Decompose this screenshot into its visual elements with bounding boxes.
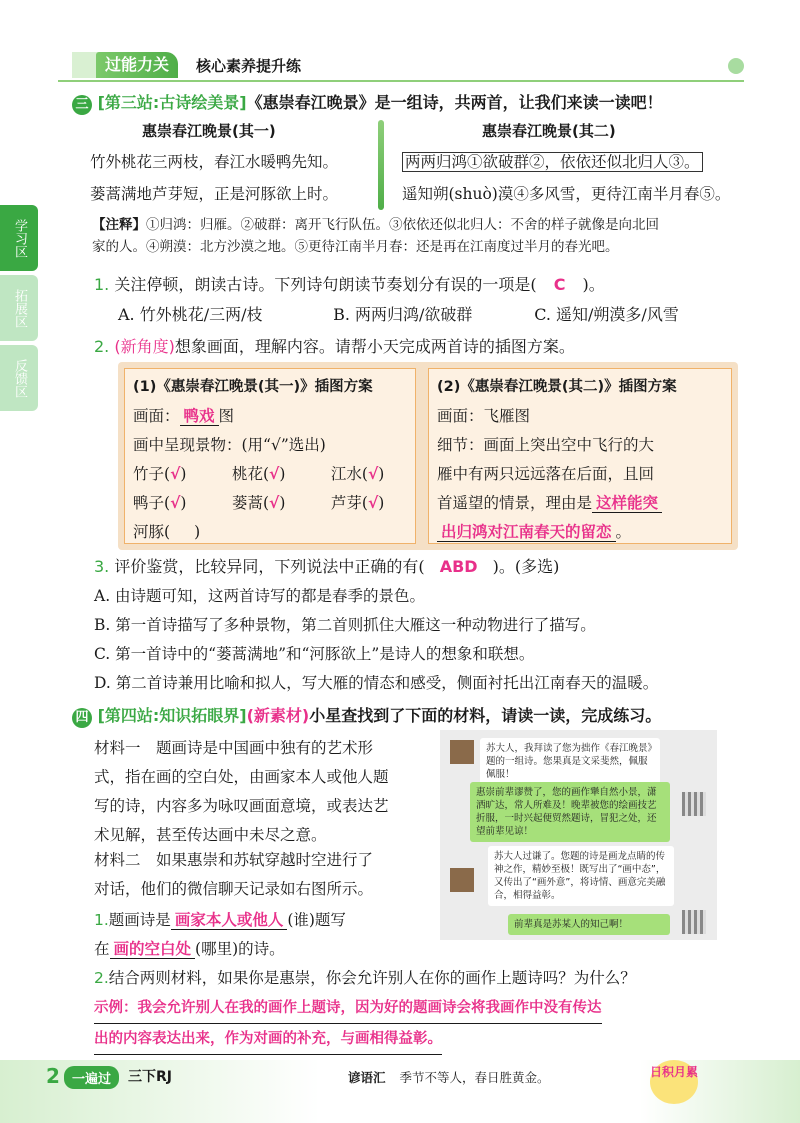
plan-box-2 bbox=[428, 368, 732, 544]
plan1-item-duck: 鸭子(√) bbox=[133, 494, 187, 512]
proverb-label: 谚语汇 bbox=[348, 1070, 386, 1085]
plan1-title: (1)《惠崇春江晚景(其一)》插图方案 bbox=[133, 379, 373, 395]
poem1-line2: 蒌蒿满地芦芽短，正是河豚欲上时。 bbox=[90, 185, 339, 203]
notes-label: 【注释】 bbox=[92, 217, 146, 233]
plan2-detail-2: 雁中有两只远远落在后面，且回 bbox=[437, 465, 655, 483]
s3-q1-num: 1. bbox=[94, 275, 110, 294]
section4-title bbox=[72, 703, 661, 728]
section3-badge: 三 bbox=[72, 95, 92, 115]
side-tabs bbox=[0, 205, 42, 415]
s3-q3-option-c: C. 第一首诗中的“蒌蒿满地”和“河豚欲上”是诗人的想象和联想。 bbox=[94, 645, 535, 663]
new-material-tag: (新素材) bbox=[246, 706, 310, 725]
s3-q3-text: 评价鉴赏，比较异同，下列说法中正确的有( bbox=[114, 557, 425, 576]
s4-q2-text: 结合两则材料，如果你是惠崇，你会允许别人在你的画作上题诗吗？为什么？ bbox=[108, 969, 636, 987]
material-2-line: 材料二 如果惠崇和苏轼穿越时空进行了 bbox=[94, 851, 374, 869]
s4-q1-answer-1: 画家本人或他人 bbox=[171, 911, 288, 930]
huichong-avatar bbox=[450, 868, 474, 892]
huichong-avatar bbox=[450, 740, 474, 764]
flower-icon bbox=[728, 58, 744, 74]
s3-q1-option-b: B. 两两归鸿/欲破群 bbox=[333, 305, 473, 324]
wechat-chat-screenshot bbox=[440, 730, 717, 940]
plan1-item-pufferfish: 河豚( ) bbox=[133, 523, 201, 541]
material-1-line: 式，指在画的空白处，由画家本人或他人题 bbox=[94, 768, 389, 786]
poem2-line2: 遥知朔(shuò)漠④多风雪，更待江南半月春⑤。 bbox=[402, 185, 731, 203]
notes-line1: ①归鸿：归雁。②破群：离开飞行队伍。③依依还似北归人：不舍的样子就像是向北回 bbox=[146, 217, 659, 233]
plan2-detail-1: 细节：画面上突出空中飞行的大 bbox=[437, 436, 655, 454]
s3-q3 bbox=[94, 554, 559, 577]
s4-q1-answer-2: 画的空白处 bbox=[110, 940, 196, 959]
plan1-item-river: 江水(√) bbox=[330, 465, 385, 483]
s3-q1-end: )。 bbox=[582, 275, 605, 294]
plan1-pic-suffix: 图 bbox=[218, 407, 235, 425]
s4-q1-num: 1. bbox=[94, 911, 109, 929]
chat-message: 惠崇前辈谬赞了，您的画作犟自然小景，潇洒旷达，常人所难及！晚辈被您的绘画技艺折服，一时兴起便贸然题诗，冒犯之处，还望前辈见谅！ bbox=[470, 782, 670, 842]
chat-message: 苏大人过谦了。您题的诗是画龙点睛的传神之作，精妙至极！既写出了“画中态”，又传出了“画外意”，将诗情、画意完美融合，相得益彰。 bbox=[488, 846, 674, 906]
plan1-scene-label: 画中呈现景物：(用“√”选出) bbox=[133, 436, 326, 454]
poem2-title: 惠崇春江晚景(其二) bbox=[482, 122, 616, 140]
material-2-line: 对话，他们的微信聊天记录如右图所示。 bbox=[94, 880, 374, 898]
chat-message: 苏大人，我拜读了您为拙作《春江晚景》题的一组诗。您果真是文采斐然，佩服佩服！ bbox=[480, 738, 660, 785]
s3-q2-text: 想象画面，理解内容。请帮小天完成两首诗的插图方案。 bbox=[174, 337, 575, 356]
sushi-avatar bbox=[682, 910, 706, 934]
plan2-title: (2)《惠崇春江晚景(其二)》插图方案 bbox=[437, 379, 677, 395]
s3-q3-option-d: D. 第二首诗兼用比喻和拟人，写大雁的情态和感受，侧面衬托出江南春天的温暖。 bbox=[94, 674, 659, 692]
plan1-item-peach: 桃花(√) bbox=[231, 465, 286, 483]
section4-title-text: 小星查找到了下面的材料，请读一读，完成练习。 bbox=[309, 706, 662, 725]
plan-box-1 bbox=[124, 368, 416, 544]
page-number: 2 bbox=[46, 1064, 60, 1088]
plan1-item-artemisia: 蒌蒿(√) bbox=[231, 494, 286, 512]
notes-line2: 家的人。④朔漠：北方沙漠之地。⑤更待江南半月春：还是再在江南度过半月的春光吧。 bbox=[92, 239, 619, 255]
s3-q1-option-c: C. 遥知/朔漠多/风雪 bbox=[534, 305, 679, 324]
section4-tag: [第四站:知识拓眼界] bbox=[97, 706, 247, 725]
plan1-pic-answer: 鸭戏 bbox=[180, 407, 219, 426]
s3-q1-text: 关注停顿，朗读古诗。下列诗句朗读节奏划分有误的一项是( bbox=[114, 275, 537, 294]
s4-q1-text: (谁)题写 bbox=[287, 911, 346, 929]
poem2-line1-text: 两两归鸿①欲破群②，依依还似北归人③。 bbox=[402, 152, 703, 172]
proverb-text: 季节不等人，春日胜黄金。 bbox=[399, 1070, 550, 1085]
s4-q2-answer-line1: 示例：我会允许别人在我的画作上题诗，因为好的题画诗会将我画作中没有传达 bbox=[94, 994, 602, 1024]
chat-message: 前辈真是苏某人的知己啊！ bbox=[508, 914, 670, 935]
section3-title bbox=[72, 90, 663, 115]
s4-q2-answer-line2: 出的内容表达出来，作为对画的补充，与画相得益彰。 bbox=[94, 1025, 442, 1055]
notes bbox=[92, 214, 742, 258]
plan1-pic-label: 画面： bbox=[133, 407, 180, 425]
s3-q1-options bbox=[118, 302, 679, 325]
section-tab-title: 过能力关 bbox=[96, 52, 178, 78]
s4-q1-text: 题画诗是 bbox=[108, 911, 171, 929]
material-1-line: 材料一 题画诗是中国画中独有的艺术形 bbox=[94, 739, 374, 757]
s3-q1-answer: C bbox=[553, 275, 566, 294]
s4-q2 bbox=[94, 964, 636, 1055]
s3-q3-options bbox=[94, 582, 658, 698]
grade-label: 三下RJ bbox=[128, 1069, 172, 1085]
poem1-title: 惠崇春江晚景(其一) bbox=[142, 122, 276, 140]
s3-q3-end: )。(多选) bbox=[492, 557, 560, 576]
poem2-line1 bbox=[402, 150, 703, 172]
s4-q1-text: 在 bbox=[94, 940, 110, 958]
willow-branch-illustration bbox=[378, 120, 384, 210]
plan2-end: 。 bbox=[615, 523, 632, 541]
plan2-answer-1: 这样能突 bbox=[592, 494, 662, 513]
brand-logo: 一遍过 bbox=[64, 1066, 119, 1089]
plan2-detail-3: 首遥望的情景，理由是 bbox=[437, 494, 593, 512]
s3-q1 bbox=[94, 272, 605, 295]
material-2 bbox=[94, 846, 373, 904]
s3-q3-answer: ABD bbox=[439, 557, 478, 576]
s3-q3-option-b: B. 第一首诗描写了多种景物，第二首则抓住大雁这一种动物进行了描写。 bbox=[94, 616, 596, 634]
s3-q3-option-a: A. 由诗题可知，这两首诗写的都是春季的景色。 bbox=[94, 587, 426, 605]
section3-title-text: 《惠崇春江晚景》是一组诗，共两首，让我们来读一读吧！ bbox=[246, 93, 663, 112]
material-1 bbox=[94, 734, 389, 850]
s3-q3-num: 3. bbox=[94, 557, 110, 576]
proverb bbox=[348, 1068, 550, 1086]
s3-q2 bbox=[94, 334, 575, 357]
s4-q1-text: (哪里)的诗。 bbox=[195, 940, 285, 958]
section-subtitle: 核心素养提升练 bbox=[196, 57, 302, 75]
poem1-line1: 竹外桃花三两枝，春江水暖鸭先知。 bbox=[90, 153, 339, 171]
daily-accumulation-badge: 日积月累 bbox=[650, 1060, 698, 1104]
material-1-line: 写的诗，内容多为咏叹画面意境，或表达艺 bbox=[94, 797, 389, 815]
s4-q1 bbox=[94, 906, 346, 964]
sushi-avatar bbox=[682, 792, 706, 816]
plan1-item-reed: 芦芽(√) bbox=[330, 494, 385, 512]
s3-q1-option-a: A. 竹外桃花/三两/枝 bbox=[118, 305, 263, 324]
footer bbox=[0, 1060, 800, 1123]
s3-q2-num: 2. bbox=[94, 337, 110, 356]
section4-badge: 四 bbox=[72, 708, 92, 728]
side-tab-learn[interactable]: 学习区 bbox=[0, 205, 38, 271]
side-tab-feedback[interactable]: 反馈区 bbox=[0, 345, 38, 411]
plan2-answer-2: 出归鸿对江南春天的留恋 bbox=[437, 523, 616, 542]
section3-tag: [第三站:古诗绘美景] bbox=[97, 93, 247, 112]
plan1-item-bamboo: 竹子(√) bbox=[133, 465, 187, 483]
s4-q2-num: 2. bbox=[94, 969, 109, 987]
new-angle-tag: (新角度) bbox=[114, 337, 175, 356]
material-1-line: 术见解，甚至传达画中未尽之意。 bbox=[94, 826, 327, 844]
side-tab-extend[interactable]: 拓展区 bbox=[0, 275, 38, 341]
plan2-pic: 画面：飞雁图 bbox=[437, 407, 531, 425]
